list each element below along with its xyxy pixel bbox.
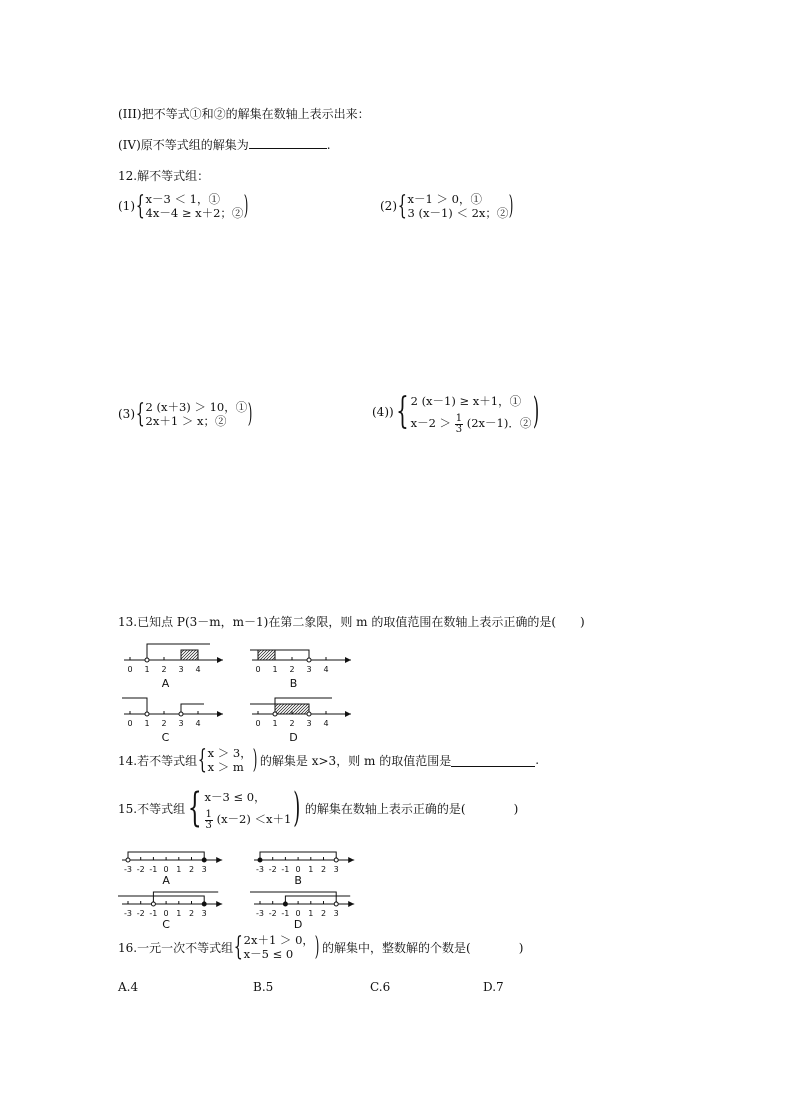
q15-line1: x－3 ≤ 0， <box>204 790 266 804</box>
q15d-arrow-icon <box>348 901 354 907</box>
q13d-hatch-line <box>292 704 302 714</box>
left-brace-icon: { <box>233 932 243 962</box>
q13d-hatch-line <box>280 704 290 714</box>
q15c-tick-label: 0 <box>163 909 169 918</box>
q12-p4-line2 <box>411 412 532 435</box>
q13d-tick-label: 0 <box>255 719 261 728</box>
q13d-hatch-line <box>289 704 299 714</box>
left-brace-icon: { <box>135 399 145 429</box>
q15b-tick-label: 3 <box>333 865 339 874</box>
fraction-numerator: 1 <box>455 412 463 424</box>
q15d-tick-label: 0 <box>295 909 301 918</box>
left-brace-icon: { <box>395 391 409 433</box>
q15-option-b[interactable] <box>254 852 354 887</box>
q13d-tick-label: 1 <box>272 719 278 728</box>
q16-choice-b[interactable]: B.5 <box>253 980 274 994</box>
q15c-tick-label: -1 <box>149 909 158 918</box>
fraction-numerator: 1 <box>205 808 212 820</box>
q16-line <box>118 933 523 961</box>
q13-options-figure <box>115 632 355 744</box>
q15b-option-label: B <box>294 874 302 887</box>
q13d-option-label: D <box>289 731 298 744</box>
q15-option-a[interactable] <box>122 852 222 887</box>
q13b-tick-label: 1 <box>272 665 278 674</box>
q13a-tick-label: 3 <box>178 665 184 674</box>
q11-step4-text: (IV)原不等式组的解集为 <box>118 138 249 152</box>
q13d-endpoint <box>273 712 277 716</box>
q12-p3-line2: 2x＋1 ＞ x；② <box>145 414 227 428</box>
q13b-hatch-line <box>260 650 270 660</box>
q13c-endpoint <box>179 712 183 716</box>
q15-options-figure <box>115 846 365 928</box>
q15a-tick-label: -2 <box>136 865 145 874</box>
q13c-tick-label: 0 <box>127 719 133 728</box>
q12-p2-line2: 3 (x－1) ＜ 2x；② <box>407 206 509 220</box>
q12-p1-label: (1) <box>118 199 135 213</box>
q16-prefix: 16.一元一次不等式组 <box>118 940 234 955</box>
q15d-tick-label: -1 <box>281 909 290 918</box>
close-bracket-icon: ) <box>293 785 301 832</box>
q13a-hatch-line <box>181 650 187 656</box>
q13a-hatch-box <box>181 650 198 660</box>
q15c-tick-label: 2 <box>188 909 195 918</box>
q15b-tick-label: -3 <box>256 865 264 874</box>
q13d-tick-label: 4 <box>323 719 329 728</box>
q14-answer-blank[interactable] <box>451 754 535 767</box>
q12-p2-line1: x－1 ＞ 0，① <box>407 192 482 206</box>
q15c-tick-label: 1 <box>176 909 182 918</box>
q12-p2-label: (2) <box>380 199 397 213</box>
q13b-hatch-line <box>258 650 264 656</box>
q15b-endpoint <box>258 858 262 862</box>
q13b-tick-label: 2 <box>289 665 295 674</box>
q15d-tick-label: -2 <box>268 909 277 918</box>
left-brace-icon: { <box>187 785 202 832</box>
q11-step4-end: . <box>326 138 331 152</box>
q13c-tick-label: 4 <box>195 719 201 728</box>
q13d-hatch-line <box>277 704 287 714</box>
q13c-range-line <box>181 704 204 714</box>
q15d-tick-label: 1 <box>308 909 314 918</box>
q15a-endpoint <box>202 858 206 862</box>
q13a-hatch-line <box>186 650 196 660</box>
q13c-option-label: C <box>161 731 170 744</box>
q15a-tick-label: -3 <box>124 865 132 874</box>
close-bracket-icon: ) <box>244 191 249 221</box>
q13a-tick-label: 0 <box>127 665 133 674</box>
close-bracket-icon: ) <box>314 932 320 962</box>
q11-step3: (III)把不等式①和②的解集在数轴上表示出来： <box>118 107 370 121</box>
q13b-endpoint <box>307 658 311 662</box>
q15a-tick-label: 0 <box>163 865 169 874</box>
q15a-tick-label: 1 <box>176 865 182 874</box>
q13a-range-line <box>147 644 210 660</box>
q15d-range-line <box>285 896 350 904</box>
q15c-tick-label: -3 <box>124 909 132 918</box>
q13b-tick-label: 4 <box>323 665 329 674</box>
q15c-range-line <box>153 892 218 904</box>
q13-option-d[interactable] <box>250 698 351 744</box>
q13c-endpoint <box>145 712 149 716</box>
q13a-hatch-line <box>183 650 193 660</box>
q15a-tick-label: -1 <box>149 865 158 874</box>
q15a-arrow-icon <box>216 857 222 863</box>
q15d-tick-label: -3 <box>256 909 264 918</box>
q15d-endpoint <box>334 902 338 906</box>
q11-answer-blank[interactable] <box>249 136 327 149</box>
q14-line <box>118 746 539 774</box>
q15-line <box>118 786 518 831</box>
q16-suffix: 的解集中，整数解的个数是( ) <box>322 940 524 955</box>
q12-part1 <box>118 192 252 220</box>
q13d-hatch-line <box>275 704 281 710</box>
q13b-hatch-box <box>258 650 275 660</box>
q14-line2: x ＞ m <box>207 760 244 774</box>
q15-option-d[interactable] <box>250 892 354 928</box>
q15c-endpoint <box>151 902 155 906</box>
q13a-arrow-icon <box>217 657 223 663</box>
q12-part3 <box>118 400 255 428</box>
q16-line1: 2x＋1 ＞ 0， <box>243 933 314 947</box>
q13-option-c[interactable] <box>122 698 223 744</box>
q13b-option-label: B <box>289 677 298 690</box>
q15c-endpoint <box>202 902 206 906</box>
q12-p4-line2-a: x－2 ＞ <box>410 416 452 430</box>
q15-option-c[interactable] <box>118 892 222 928</box>
q13b-tick-label: 3 <box>306 665 312 674</box>
q13-option-b[interactable] <box>250 650 351 690</box>
q12-p1-line1: x－3 ＜ 1，① <box>145 192 220 206</box>
q15b-tick-label: 2 <box>320 865 327 874</box>
q13d-arrow-icon <box>345 711 351 717</box>
q15d-endpoint <box>283 902 287 906</box>
q15c-arrow-icon <box>216 901 222 907</box>
fraction <box>455 414 463 435</box>
left-brace-icon: { <box>135 191 145 221</box>
close-bracket-icon: ) <box>252 745 258 775</box>
q13a-option-label: A <box>161 677 170 690</box>
q13c-arrow-icon <box>217 711 223 717</box>
left-brace-icon: { <box>197 745 207 775</box>
q14-line1: x ＞ 3， <box>207 746 252 760</box>
q13a-endpoint <box>145 658 149 662</box>
q15b-tick-label: 0 <box>295 865 301 874</box>
q15-prefix: 15.不等式组 <box>118 801 186 816</box>
q13b-hatch-line <box>269 654 275 660</box>
q13c-range-line <box>122 698 147 714</box>
q15d-tick-label: 3 <box>333 909 339 918</box>
fraction-denominator: 3 <box>205 819 212 831</box>
q13d-endpoint <box>307 712 311 716</box>
q15-suffix: 的解集在数轴上表示正确的是( ) <box>304 801 519 816</box>
q13-text: 13.已知点 P(3－m，m－1)在第二象限，则 m 的取值范围在数轴上表示正确的是( ) <box>118 615 585 629</box>
q13d-tick-label: 2 <box>289 719 295 728</box>
q12-p1-line2: 4x－4 ≥ x＋2；② <box>145 206 244 220</box>
q12-p3-label: (3) <box>118 407 135 421</box>
q13b-tick-label: 0 <box>255 665 261 674</box>
q13b-hatch-line <box>263 650 273 660</box>
q13-option-a[interactable] <box>124 644 223 690</box>
q15d-tick-label: 2 <box>320 909 327 918</box>
q16-choice-d[interactable]: D.7 <box>483 980 504 994</box>
q13c-tick-label: 1 <box>144 719 150 728</box>
q15c-option-label: C <box>162 918 170 928</box>
q13b-arrow-icon <box>345 657 351 663</box>
q15b-tick-label: -2 <box>268 865 277 874</box>
q13d-hatch-line <box>295 704 305 714</box>
q15-line2 <box>205 808 292 831</box>
close-bracket-icon: ) <box>533 391 540 433</box>
q14-prefix: 14.若不等式组 <box>118 753 198 768</box>
q12-part2 <box>380 192 517 220</box>
q16-choice-a[interactable]: A.4 <box>118 980 139 994</box>
q11-step4 <box>118 136 331 153</box>
q12-p3-line1: 2 (x＋3) ＞ 10，① <box>145 400 248 414</box>
fraction-denominator: 3 <box>455 423 463 435</box>
q14-suffix: 的解集是 x>3，则 m 的取值范围是 <box>259 753 452 768</box>
q13a-tick-label: 1 <box>144 665 150 674</box>
q12-p4-label: (4)) <box>372 405 394 420</box>
q16-line2: x－5 ≤ 0 <box>243 947 294 961</box>
q13c-tick-label: 2 <box>161 719 167 728</box>
close-bracket-icon: ) <box>248 399 253 429</box>
q15b-arrow-icon <box>348 857 354 863</box>
q15c-tick-label: -2 <box>136 909 145 918</box>
q15a-option-label: A <box>162 874 170 887</box>
q13a-hatch-line <box>192 654 198 660</box>
q15b-endpoint <box>334 858 338 862</box>
left-brace-icon: { <box>397 191 407 221</box>
q13c-tick-label: 3 <box>178 719 184 728</box>
q13d-hatch-line <box>286 704 296 714</box>
q13d-tick-label: 3 <box>306 719 312 728</box>
q15b-tick-label: -1 <box>281 865 290 874</box>
q16-choice-c[interactable]: C.6 <box>370 980 391 994</box>
q12-p4-line1: 2 (x－1) ≥ x＋1，① <box>410 394 522 408</box>
q15-line2-b: (x－2) ＜x＋1 <box>216 812 292 826</box>
q13a-tick-label: 2 <box>161 665 167 674</box>
q12-title: 12.解不等式组： <box>118 169 210 183</box>
q15d-option-label: D <box>293 918 303 928</box>
q14-end: . <box>535 753 540 767</box>
q15a-tick-label: 2 <box>188 865 195 874</box>
q12-part4 <box>372 390 543 435</box>
q13d-hatch-line <box>298 704 308 714</box>
q12-p4-line2-b: (2x－1)．② <box>466 416 532 430</box>
close-bracket-icon: ) <box>509 191 514 221</box>
q13a-tick-label: 4 <box>195 665 201 674</box>
q15a-endpoint <box>126 858 130 862</box>
q15b-tick-label: 1 <box>308 865 314 874</box>
q15a-tick-label: 3 <box>201 865 207 874</box>
fraction <box>205 810 213 831</box>
q15c-tick-label: 3 <box>201 909 207 918</box>
